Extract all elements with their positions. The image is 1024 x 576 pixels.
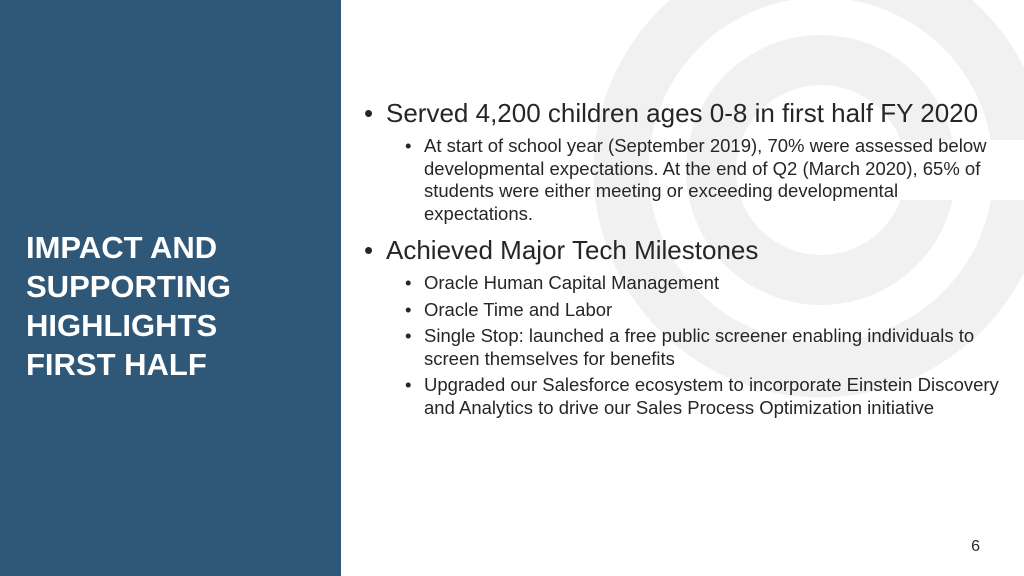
bullet-dot-icon: • <box>405 135 412 156</box>
sub-bullet <box>361 325 1001 370</box>
sub-bullet-text: Oracle Time and Labor <box>424 298 613 320</box>
section-title-line: SUPPORTING <box>26 269 231 304</box>
bullet-dot-icon: • <box>405 298 412 320</box>
sub-bullet-text: At start of school year (September 2019), 70% were assessed below developmental expectations. At the end of Q2 (March 2020), 65% of students were either meeting or exceeding developmental expectations. <box>424 135 987 224</box>
main-bullet-text: Achieved Major Tech Milestones <box>386 235 759 265</box>
section-title-line: HIGHLIGHTS <box>26 308 218 343</box>
main-bullet <box>361 98 1001 129</box>
bullet-dot-icon: • <box>364 235 374 265</box>
main-bullet-text: Served 4,200 children ages 0-8 in first half FY 2020 <box>386 98 979 128</box>
bullet-dot-icon: • <box>405 374 412 395</box>
sidebar-panel <box>0 0 341 576</box>
sub-bullet-text: Upgraded our Salesforce ecosystem to incorporate Einstein Discovery and Analytics to drive our Sales Process Optimization initiative <box>424 374 999 418</box>
sub-bullet-text: Oracle Human Capital Management <box>424 272 720 293</box>
bullet-dot-icon: • <box>405 272 412 293</box>
bullet-dot-icon: • <box>405 325 412 346</box>
sub-bullet <box>361 135 1001 225</box>
sub-bullet-list <box>361 135 1001 225</box>
page-number: 6 <box>971 538 980 555</box>
section-title-line: IMPACT AND <box>26 230 218 265</box>
section-title-line: FIRST HALF <box>26 347 207 382</box>
sub-bullet <box>361 299 1001 322</box>
bullet-dot-icon: • <box>364 98 374 128</box>
sub-bullet <box>361 272 1001 295</box>
slide-content <box>361 98 1001 429</box>
section-title <box>26 228 326 384</box>
main-bullet <box>361 235 1001 266</box>
sub-bullet-text: Single Stop: launched a free public screener enabling individuals to screen themselves for benefits <box>424 325 975 369</box>
sub-bullet <box>361 374 1001 419</box>
sub-bullet-list <box>361 272 1001 419</box>
